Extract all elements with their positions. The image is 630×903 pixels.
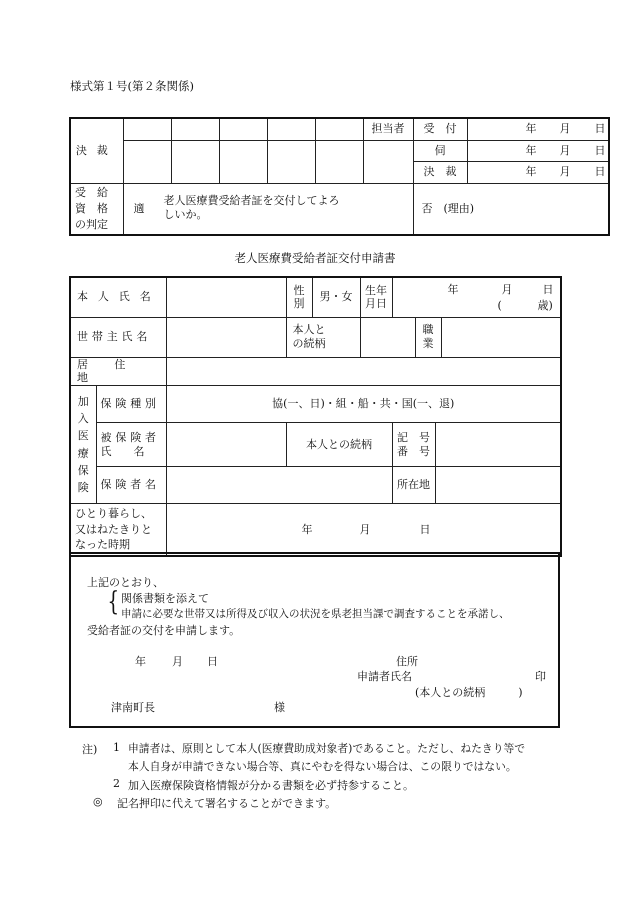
applicant-address-label: 住所 — [396, 655, 418, 668]
note-3-mark: ◎ — [93, 795, 103, 808]
date-month[interactable]: 月 — [172, 655, 183, 668]
option-consent-investigation[interactable]: 申請に必要な世帯又は所得及び収入の状況を県老担当課で調査することを承諾し、 — [121, 608, 510, 620]
declaration-line3: 受給者証の交付を申請します。 — [87, 624, 241, 637]
reception-label: 受 付 — [413, 118, 467, 140]
relation-label: 本人と の続柄 — [286, 317, 360, 357]
medical-insurance-label: 加 入 医 療 保 険 — [70, 386, 96, 504]
declaration-intro: 上記のとおり、 — [87, 576, 164, 589]
seal-mark: 印 — [535, 670, 546, 683]
living-alone-date-field[interactable]: 年 月 日 — [166, 504, 561, 556]
household-head-field[interactable] — [166, 317, 286, 357]
birth-label: 生年 月日 — [360, 277, 392, 317]
household-head-label: 世帯主氏名 — [70, 317, 166, 357]
insured-relation-label[interactable]: 本人との続柄 — [286, 423, 392, 467]
note-1-line1: 申請者は、原則として本人(医療費助成対象者)であること。ただし、ねたきり等で — [128, 742, 526, 755]
note-1-number: 1 — [113, 741, 120, 754]
stamp-cell[interactable] — [315, 118, 363, 140]
rejection-reason[interactable]: 否 (理由) — [413, 183, 609, 235]
address-label: 居住地 — [70, 357, 166, 386]
stamp-cell[interactable] — [171, 140, 219, 183]
insurance-type-options[interactable]: 協(一、日)・組・船・共・国(一、退) — [166, 386, 561, 423]
name-label: 本人氏名 — [70, 277, 166, 317]
stamp-cell[interactable] — [123, 140, 171, 183]
note-1-line2: 本人自身が申請できない場合等、真にやむを得ない場合は、この限りではない。 — [128, 760, 517, 773]
symbol-number-label: 記 号 番 号 — [393, 423, 436, 466]
option-attach-documents[interactable]: 関係書類を添えて — [121, 592, 209, 605]
insurer-name-field[interactable] — [166, 467, 392, 504]
location-label: 所在地 — [393, 467, 436, 503]
symbol-number-field[interactable] — [436, 423, 561, 466]
living-alone-label: ひとり暮らし、 又はねたきりと なった時期 — [70, 504, 166, 556]
inquiry-date[interactable]: 年 月 日 — [467, 140, 609, 161]
eligibility-judgement-label: 受 給 資 格 の判定 — [70, 183, 123, 235]
address-field[interactable] — [166, 357, 561, 386]
appropriate-mark[interactable]: 適 — [133, 201, 145, 215]
job-field[interactable] — [441, 318, 561, 357]
location-field[interactable] — [436, 467, 561, 503]
insured-name-field[interactable] — [166, 423, 286, 467]
honorific: 様 — [274, 701, 285, 714]
date-year[interactable]: 年 — [135, 655, 146, 668]
stamp-cell[interactable] — [267, 118, 315, 140]
mayor-label: 津南町長 — [111, 701, 155, 714]
name-field[interactable] — [166, 277, 286, 317]
insurer-name-label: 保険者名 — [96, 467, 166, 504]
stamp-cell[interactable] — [219, 140, 267, 183]
declaration-box — [69, 552, 560, 728]
decision-date[interactable]: 年 月 日 — [467, 161, 609, 183]
birth-date-field[interactable]: 年 月 日 ( 歳) — [392, 277, 561, 317]
stamp-cell[interactable] — [315, 140, 363, 183]
insured-name-label: 被保険者 氏 名 — [96, 423, 166, 467]
applicant-relation[interactable]: (本人との続柄 ) — [415, 686, 523, 699]
decision-label: 決 裁 — [413, 161, 467, 183]
job-label: 職 業 — [415, 318, 442, 357]
insurer-location-cell — [392, 467, 561, 504]
inquiry-label: 伺 — [413, 140, 467, 161]
reception-date[interactable]: 年 月 日 — [467, 118, 609, 140]
note-3-line: 記名押印に代えて署名することができます。 — [117, 797, 337, 810]
tantosha-label: 担当者 — [363, 118, 413, 140]
date-day[interactable]: 日 — [207, 655, 218, 668]
symbol-number-cell — [392, 423, 561, 467]
approval-table — [69, 117, 610, 236]
applicant-name-label: 申請者氏名 — [357, 670, 412, 683]
stamp-cell[interactable] — [123, 118, 171, 140]
stamp-cell[interactable] — [267, 140, 315, 183]
note-label: 注) — [82, 743, 98, 756]
sex-label: 性 別 — [286, 277, 312, 317]
tantosha-stamp-cell[interactable] — [363, 140, 413, 183]
approval-statement: 適 老人医療費受給者証を交付してよろ しいか。 — [123, 183, 413, 235]
relation-field[interactable] — [361, 318, 415, 357]
page-title: 老人医療費受給者証交付申請書 — [234, 251, 396, 265]
job-row — [360, 317, 561, 357]
stamp-cell[interactable] — [219, 118, 267, 140]
note-2-number: 2 — [113, 777, 120, 790]
form-number: 様式第１号(第２条関係) — [70, 79, 194, 93]
insurance-type-label: 保険種別 — [96, 386, 166, 423]
kessai-label: 決裁 — [70, 118, 123, 183]
sex-selector[interactable]: 男・女 — [312, 277, 360, 317]
stamp-cell[interactable] — [171, 118, 219, 140]
note-2-line: 加入医療保険資格情報が分かる書類を必ず持参すること。 — [128, 779, 414, 792]
brace: { — [107, 587, 120, 617]
application-table — [69, 276, 562, 557]
